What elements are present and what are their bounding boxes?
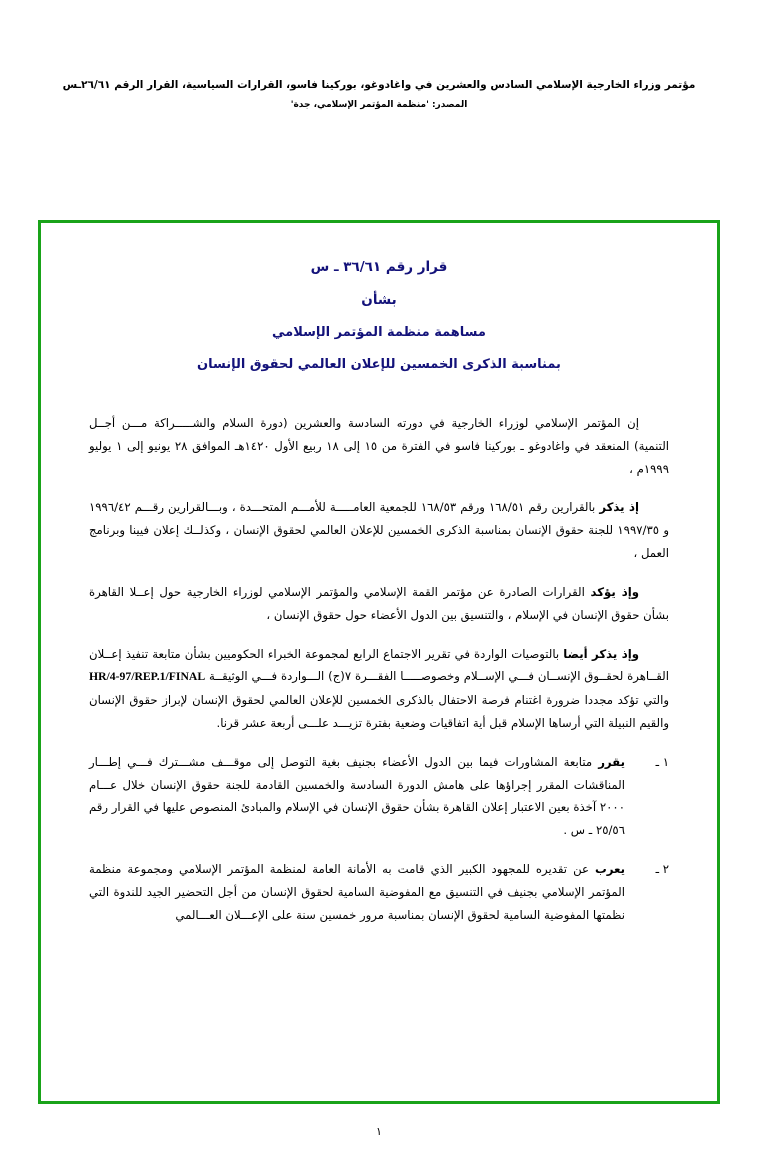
item-body bbox=[89, 751, 625, 842]
preamble-paragraph-2 bbox=[89, 496, 669, 564]
operative-item-2 bbox=[89, 858, 669, 926]
item-number: ٢ ـ bbox=[655, 862, 669, 876]
resolution-subject-line1: مساهمة منظمة المؤتمر الإسلامي bbox=[272, 325, 486, 340]
green-border-frame bbox=[38, 220, 720, 1104]
item-text: متابعة المشاورات فيما بين الدول الأعضاء بجنيف بغية التوصل إلى موقـــف مشـــترك فـــي إطـــار المناقشات المقرر إجراؤها على هامش الدورة السادسة والخمسين القادمة للجنة حقوق الإنسان خلال عـــام ٢٠٠٠ آخذة بعين الاعتبار إعلان القاهرة بشأن حقوق الإنسان في الإسلام والمبادئ المنصوص عليها في القرار رقم ٢٥/٥٦ ـ س . bbox=[89, 754, 625, 838]
paragraph-text: إن المؤتمر الإسلامي لوزراء الخارجية في دورته السادسة والعشرين (دورة السلام والشـــــراكة مـــن أجــل التنمية) المنعقد في واغادوغو ـ بوركينا فاسو في الفترة من ١٥ إلى ١٨ ربيع الأول ١٤٢٠هـ الموافق ٢٨ يونيو إلى ١ يوليو ١٩٩٩م ، bbox=[89, 416, 670, 476]
preamble-paragraph-1 bbox=[89, 412, 669, 480]
document-page bbox=[0, 78, 758, 1156]
item-number: ١ ـ bbox=[655, 754, 669, 769]
paragraph-lead: وإذ يؤكد bbox=[590, 584, 639, 599]
item-text: عن تقديره للمجهود الكبير الذي قامت به الأمانة العامة لمنظمة المؤتمر الإسلامي ومجموعة منظمة المؤتمر الإسلامي بجنيف في التنسيق مع المفوضية السامية لحقوق الإنسان من أجل التحضير الجيد للندوة التي نظمتها المفوضية السامية لحقوق الإنسان بمناسبة مرور خمسين سنة على الإعـــلان العـــالمي bbox=[89, 862, 625, 922]
header-conference-line: مؤتمر وزراء الخارجية الإسلامي السادس والعشرين في واغادوغو، بوركينا فاسو، القرارات السياسية، القرار الرقم ٢٦/٦١ـس bbox=[62, 79, 696, 91]
page-number: ١ bbox=[376, 1125, 382, 1138]
operative-item-1 bbox=[89, 751, 669, 842]
resolution-body bbox=[89, 412, 669, 926]
resolution-subject-label: بشأن bbox=[361, 292, 397, 308]
document-header bbox=[60, 78, 698, 110]
resolution-number: قرار رقم ٣٦/٦١ ـ س bbox=[310, 259, 448, 275]
paragraph-lead: وإذ يذكر أيضا bbox=[563, 646, 639, 661]
header-source-line: المصدر: 'منظمة المؤتمر الإسلامي، جدة' bbox=[290, 99, 468, 110]
paragraph-text: بالقرارين رقم ١٦٨/٥١ ورقم ١٦٨/٥٣ للجمعية العامـــــة للأمـــم المتحـــدة ، وبـــالقرارين رقـــم ١٩٩٦/٤٢ و ١٩٩٧/٣٥ للجنة حقوق الإنسان بمناسبة الذكرى الخمسين للإعلان العالمي لحقوق الإنسان ، وكذلــك إعلان فيينا وبرنامج العمل ، bbox=[89, 500, 669, 561]
item-lead: يعرب bbox=[594, 862, 625, 876]
document-reference-code: HR/4-97/REP.1/FINAL bbox=[89, 670, 206, 684]
preamble-paragraph-4 bbox=[89, 643, 669, 735]
frame-content bbox=[41, 223, 717, 1101]
paragraph-text: بالتوصيات الواردة في تقرير الاجتماع الرابع لمجموعة الخبراء الحكوميين بشأن متابعة تنفيذ إعــلان القــاهرة لحقــوق الإنســان فـــي الإســلام وخصوصـــــا الفقـــرة ٧(ج) الـــواردة فـــي الوثيقــة HR/4-97/REP.1/FINAL والتي تؤكد مجددا ضرورة اغتنام فرصة الاحتفال بالذكرى الخمسين للإعلان العالمي لحقوق الإنسان لإبراز حقوق الإنسان والقيم النبيلة التي أرساها الإسلام قبل أية اتفاقيات وضعية بفترة تزيـــد علـــى أربعة عشر قرنا. bbox=[89, 646, 669, 730]
paragraph-text: القرارات الصادرة عن مؤتمر القمة الإسلامي والمؤتمر الإسلامي لوزراء الخارجية حول إعــلا القاهرة بشأن حقوق الإنسان في الإسلام ، والتنسيق بين الدول الأعضاء حول حقوق الإنسان ، bbox=[89, 584, 669, 622]
item-body bbox=[89, 858, 625, 926]
resolution-subject-line2: بمناسبة الذكرى الخمسين للإعلان العالمي لحقوق الإنسان bbox=[197, 357, 561, 372]
item-lead: يقرر bbox=[598, 754, 625, 769]
paragraph-lead: إذ يذكر bbox=[599, 500, 640, 515]
preamble-paragraph-3 bbox=[89, 581, 669, 627]
resolution-title-block bbox=[89, 259, 669, 372]
